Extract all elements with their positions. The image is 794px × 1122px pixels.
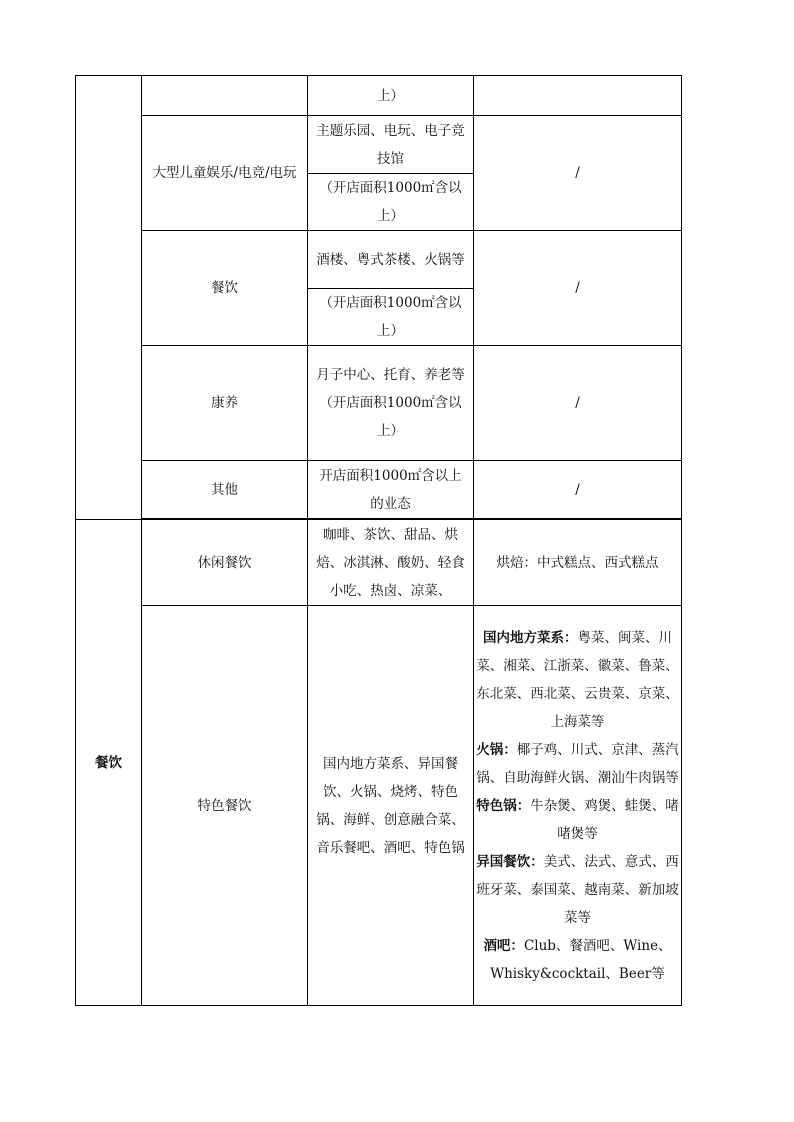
brand-group bbox=[474, 792, 681, 848]
type-text: 月子中心、托育、养老等 bbox=[316, 367, 465, 383]
brand-cell: / bbox=[474, 116, 682, 231]
category-cell-continued bbox=[76, 76, 142, 520]
subcategory-cell: 康养 bbox=[142, 346, 308, 461]
table-row bbox=[76, 606, 682, 1006]
group-text: 粤菜、闽菜、川菜、湘菜、江浙菜、徽菜、鲁菜、东北菜、西北菜、云贵菜、京菜、上海菜等 bbox=[476, 629, 679, 730]
brand-cell: / bbox=[474, 346, 682, 461]
group-title: 特色锅： bbox=[476, 797, 531, 814]
type-text: 咖啡、茶饮、甜品、烘焙、冰淇淋、酸奶、轻食小吃、热卤、凉菜、 bbox=[316, 526, 465, 599]
type-cell bbox=[308, 231, 474, 289]
note-cell bbox=[308, 174, 474, 231]
type-cell bbox=[308, 116, 474, 174]
group-text: 椰子鸡、川式、京津、蒸汽锅、自助海鲜火锅、潮汕牛肉锅等 bbox=[476, 741, 679, 786]
subcategory-cell-empty bbox=[142, 76, 308, 116]
brand-group bbox=[474, 736, 681, 792]
group-title: 异国餐饮： bbox=[476, 853, 544, 870]
table-row bbox=[76, 520, 682, 606]
group-text: 美式、法式、意式、西班牙菜、泰国菜、越南菜、新加坡菜等 bbox=[476, 853, 679, 926]
group-text: Club、餐酒吧、Wine、Whisky&cocktail、Beer等 bbox=[490, 937, 672, 982]
type-text: 国内地方菜系、异国餐饮、火锅、烧烤、特色锅、海鲜、创意融合菜、音乐餐吧、酒吧、特色锅 bbox=[316, 755, 465, 856]
subcategory-cell: 休闲餐饮 bbox=[142, 520, 308, 606]
note-text: （开店面积1000㎡含以上） bbox=[319, 395, 462, 439]
note-cell: 上） bbox=[308, 76, 474, 116]
note-text: （开店面积1000㎡含以上） bbox=[319, 295, 462, 339]
subcategory-cell: 餐饮 bbox=[142, 231, 308, 346]
note-text: （开店面积1000㎡含以上） bbox=[319, 180, 462, 224]
subcategory-label: 大型儿童娱乐/电竞/电玩 bbox=[152, 165, 297, 181]
table-row bbox=[76, 346, 682, 461]
note-cell bbox=[308, 289, 474, 346]
category-cell: 餐饮 bbox=[76, 520, 142, 1006]
type-cell bbox=[308, 346, 474, 461]
type-cell bbox=[308, 520, 474, 606]
group-text: 牛杂煲、鸡煲、蛙煲、啫啫煲等 bbox=[530, 797, 679, 842]
table-row bbox=[76, 231, 682, 289]
brand-cell: / bbox=[474, 231, 682, 346]
brand-group bbox=[474, 932, 681, 988]
subcategory-cell: 其他 bbox=[142, 461, 308, 519]
type-cell bbox=[308, 606, 474, 1006]
brand-group bbox=[474, 624, 681, 736]
group-title: 国内地方菜系： bbox=[483, 629, 578, 646]
brand-group bbox=[474, 848, 681, 932]
table-row bbox=[76, 76, 682, 116]
type-text: 酒楼、粤式茶楼、火锅等 bbox=[316, 251, 465, 268]
table-row bbox=[76, 116, 682, 174]
business-type-table bbox=[75, 75, 682, 1006]
brand-cell: 烘焙：中式糕点、西式糕点 bbox=[474, 520, 682, 606]
table-row bbox=[76, 461, 682, 519]
type-text: 开店面积1000㎡含以上的业态 bbox=[319, 467, 462, 512]
type-cell bbox=[308, 461, 474, 519]
subcategory-cell bbox=[142, 116, 308, 231]
group-title: 火锅： bbox=[476, 741, 517, 758]
subcategory-cell: 特色餐饮 bbox=[142, 606, 308, 1006]
group-title: 酒吧： bbox=[483, 937, 524, 954]
brand-cell-empty bbox=[474, 76, 682, 116]
brand-cell bbox=[474, 606, 682, 1006]
type-text: 主题乐园、电玩、电子竞技馆 bbox=[316, 122, 465, 167]
brand-cell: / bbox=[474, 461, 682, 519]
